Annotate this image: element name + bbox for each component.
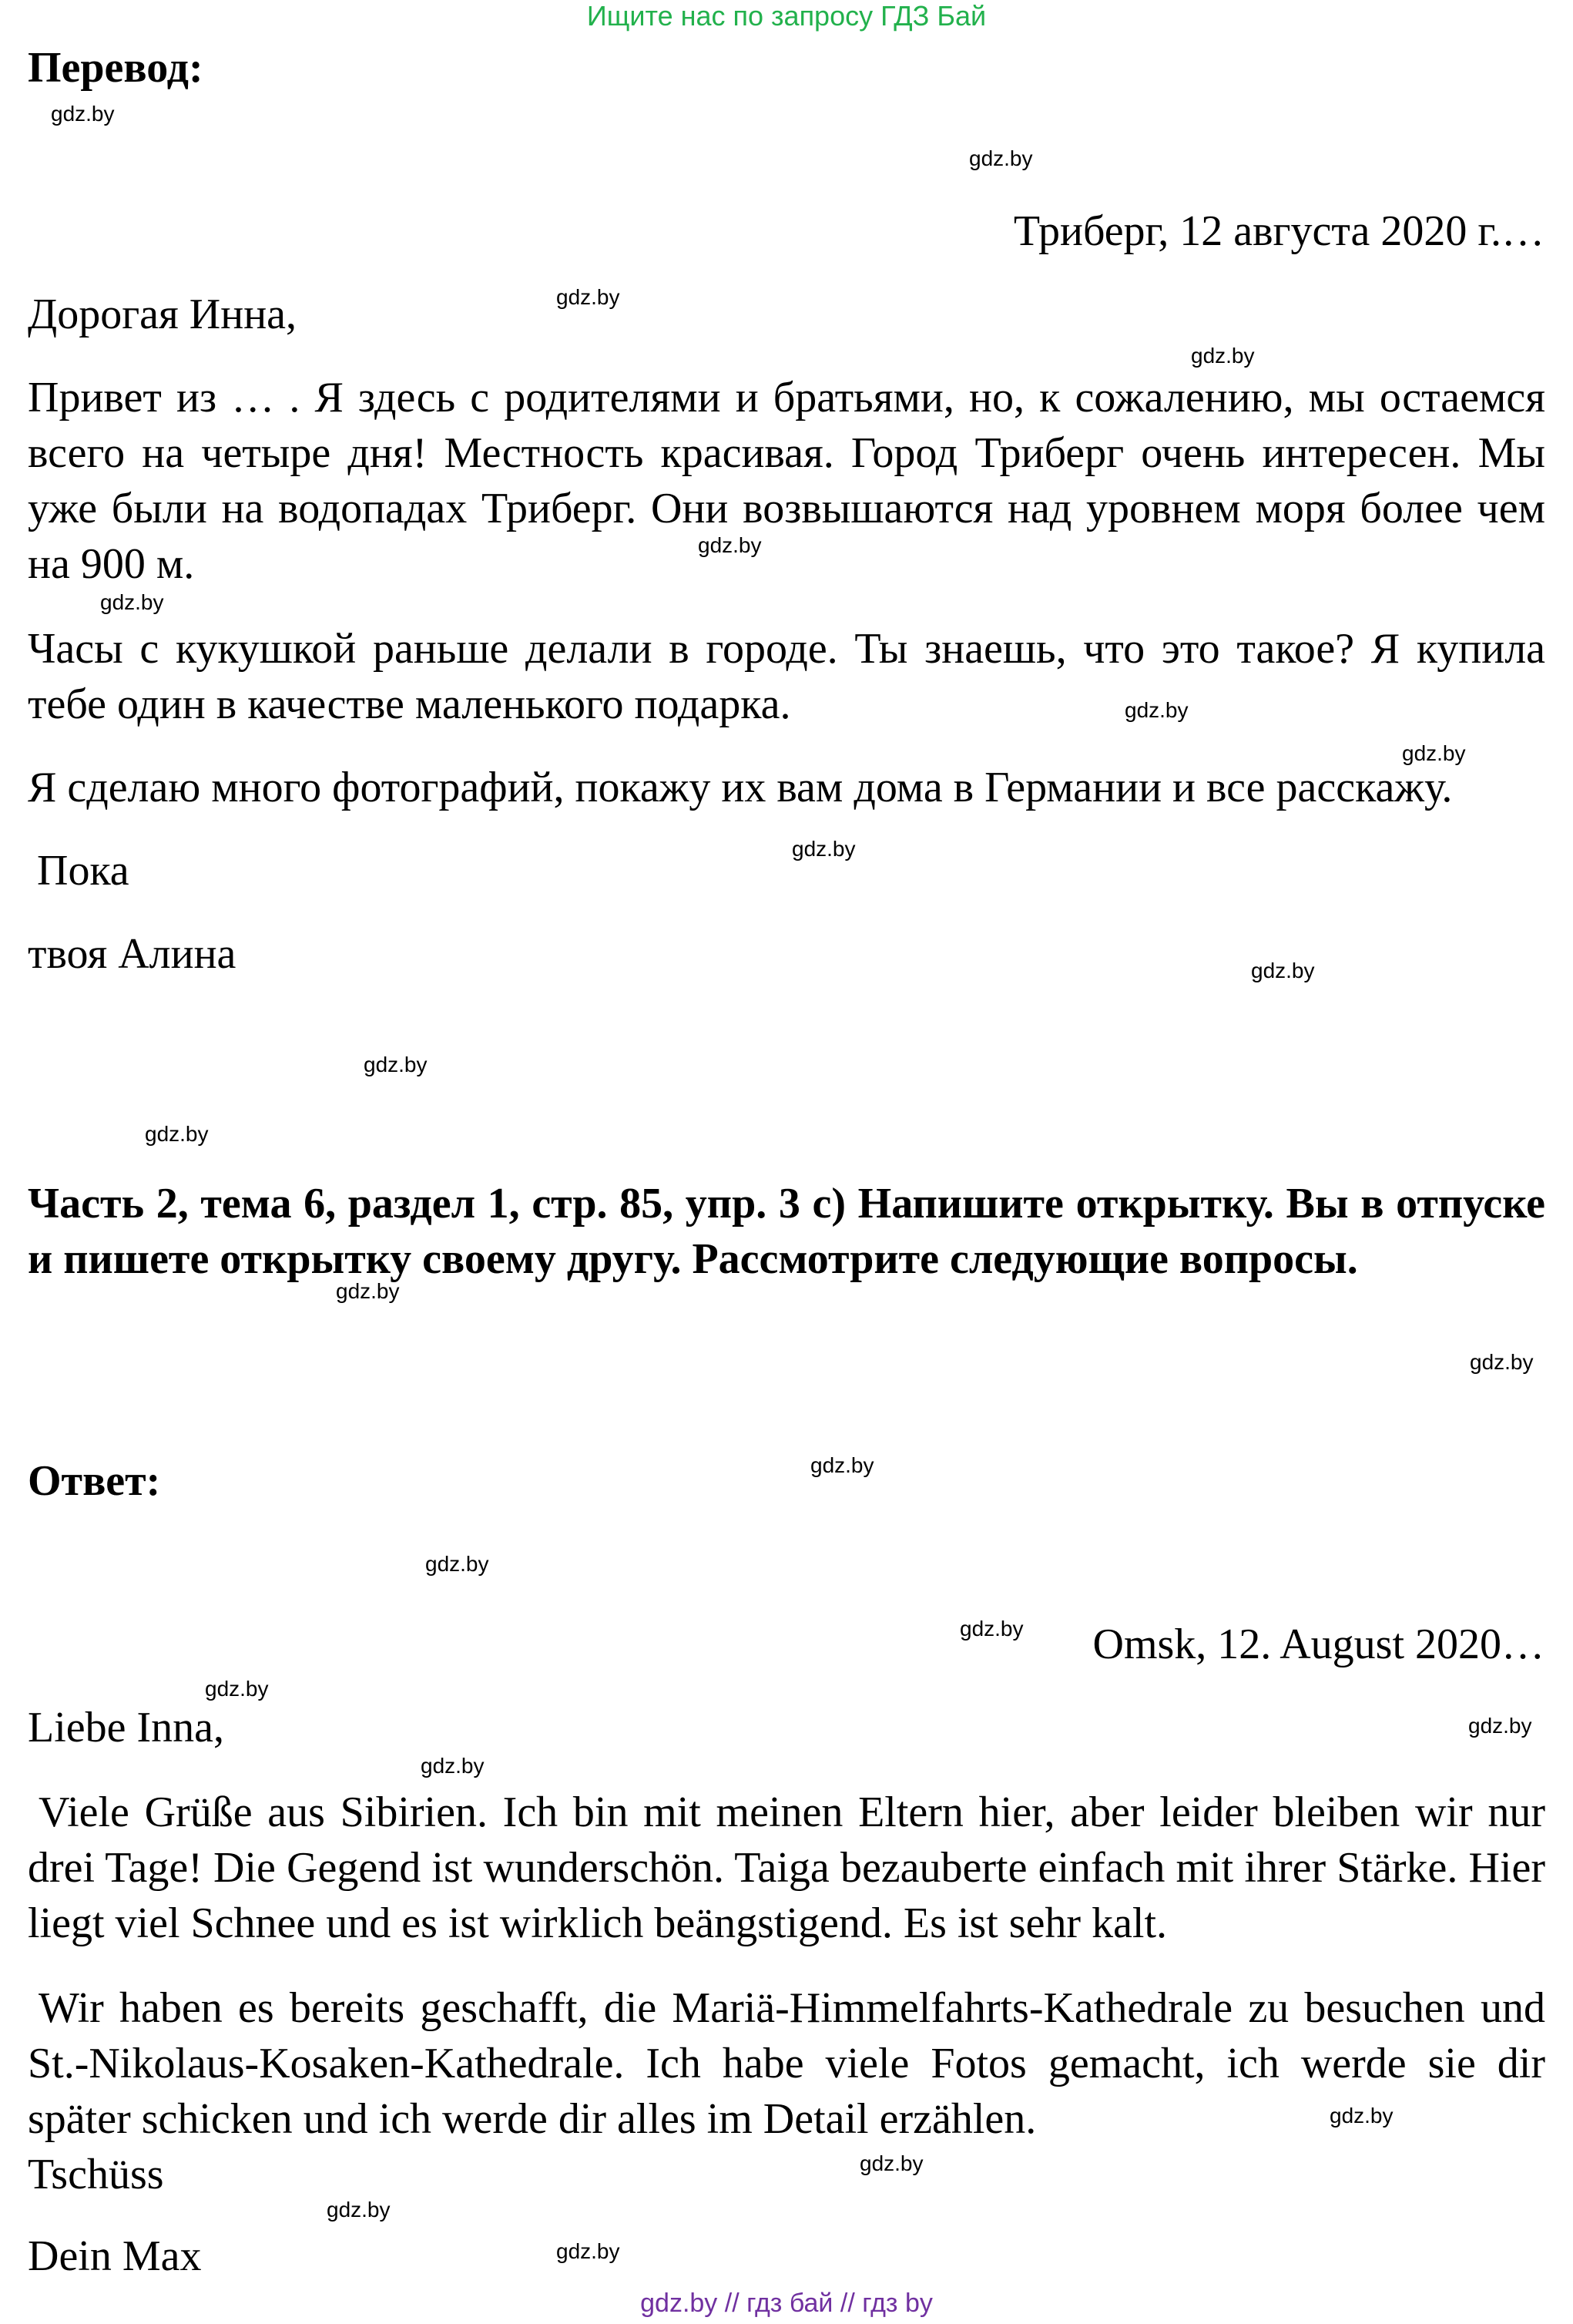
watermark: gdz.by <box>1402 741 1466 765</box>
watermark: gdz.by <box>364 1053 428 1076</box>
watermark: gdz.by <box>860 2151 924 2175</box>
translation-paragraph-1: Привет из … . Я здесь с родителями и братьями, но, к сожалению, мы остаемся всего на четыре дня! Местность красивая. Город Триберг очень интересен. Мы уже были на водопадах Триберг. Они возвышаются над уровнем моря более чем на 900 м. <box>28 374 1545 588</box>
footer-links: gdz.by // гдз бай // гдз by <box>640 2289 933 2318</box>
answer-paragraph-1: Viele Grüße aus Sibirien. Ich bin mit meinen Eltern hier, aber leider bleiben wir nur drei Tage! Die Gegend ist wunderschön. Taiga bezauberte einfach mit ihrer Stärke. Hier liegt viel Schnee und es ist wirklich beängstigend. Es ist sehr kalt. <box>28 1788 1545 1947</box>
watermark: gdz.by <box>698 533 762 557</box>
answer-closing: Tschüss <box>28 2151 164 2198</box>
watermark: gdz.by <box>336 1279 400 1303</box>
watermark: gdz.by <box>1125 698 1189 722</box>
answer-paragraph-2: Wir haben es bereits geschafft, die Mariä-Himmelfahrts-Kathedrale zu besuchen und St.-Nikolaus-Kosaken-Kathedrale. Ich habe viele Fotos gemacht, ich werde sie dir später schicken und ich werde dir alles im Detail erzählen. <box>28 1984 1545 2143</box>
task-text: Часть 2, тема 6, раздел 1, стр. 85, упр. 3 c) Напишите открытку. Вы в отпуске и пишете открытку своему другу. Рассмотрите следующие вопросы. <box>28 1180 1545 1283</box>
watermark: gdz.by <box>556 285 620 309</box>
answer-date: Omsk, 12. August 2020… <box>1092 1620 1544 1668</box>
answer-signature: Dein Max <box>28 2232 202 2280</box>
watermark: gdz.by <box>969 146 1033 170</box>
translation-paragraph-3: Я сделаю много фотографий, покажу их вам дома в Германии и все расскажу. <box>28 764 1453 811</box>
watermark: gdz.by <box>205 1677 269 1701</box>
watermark: gdz.by <box>1251 959 1315 982</box>
watermark: gdz.by <box>145 1122 209 1146</box>
watermark: gdz.by <box>960 1617 1024 1641</box>
watermark: gdz.by <box>1191 344 1255 368</box>
watermark: gdz.by <box>425 1552 489 1576</box>
translation-signature: твоя Алина <box>28 930 236 978</box>
translation-greeting: Дорогая Инна, <box>28 290 297 338</box>
translation-closing: Пока <box>37 847 129 895</box>
watermark: gdz.by <box>1330 2104 1394 2128</box>
translation-date: Триберг, 12 августа 2020 г.… <box>1013 207 1544 255</box>
watermark: gdz.by <box>556 2239 620 2263</box>
watermark: gdz.by <box>327 2198 391 2222</box>
watermark: gdz.by <box>421 1754 485 1778</box>
translation-heading: Перевод: <box>28 44 203 92</box>
translation-paragraph-2: Часы с кукушкой раньше делали в городе. Ты знаешь, что это такое? Я купила тебе один в качестве маленького подарка. <box>28 625 1545 728</box>
watermark: gdz.by <box>792 837 856 861</box>
watermark: gdz.by <box>51 102 115 126</box>
watermark: gdz.by <box>1470 1350 1534 1374</box>
answer-greeting: Liebe Inna, <box>28 1704 224 1751</box>
answer-heading: Ответ: <box>28 1457 161 1505</box>
watermark: gdz.by <box>100 590 164 614</box>
watermark: gdz.by <box>1468 1714 1532 1738</box>
search-banner: Ищите нас по запросу ГДЗ Бай <box>586 0 987 32</box>
watermark: gdz.by <box>810 1453 874 1477</box>
